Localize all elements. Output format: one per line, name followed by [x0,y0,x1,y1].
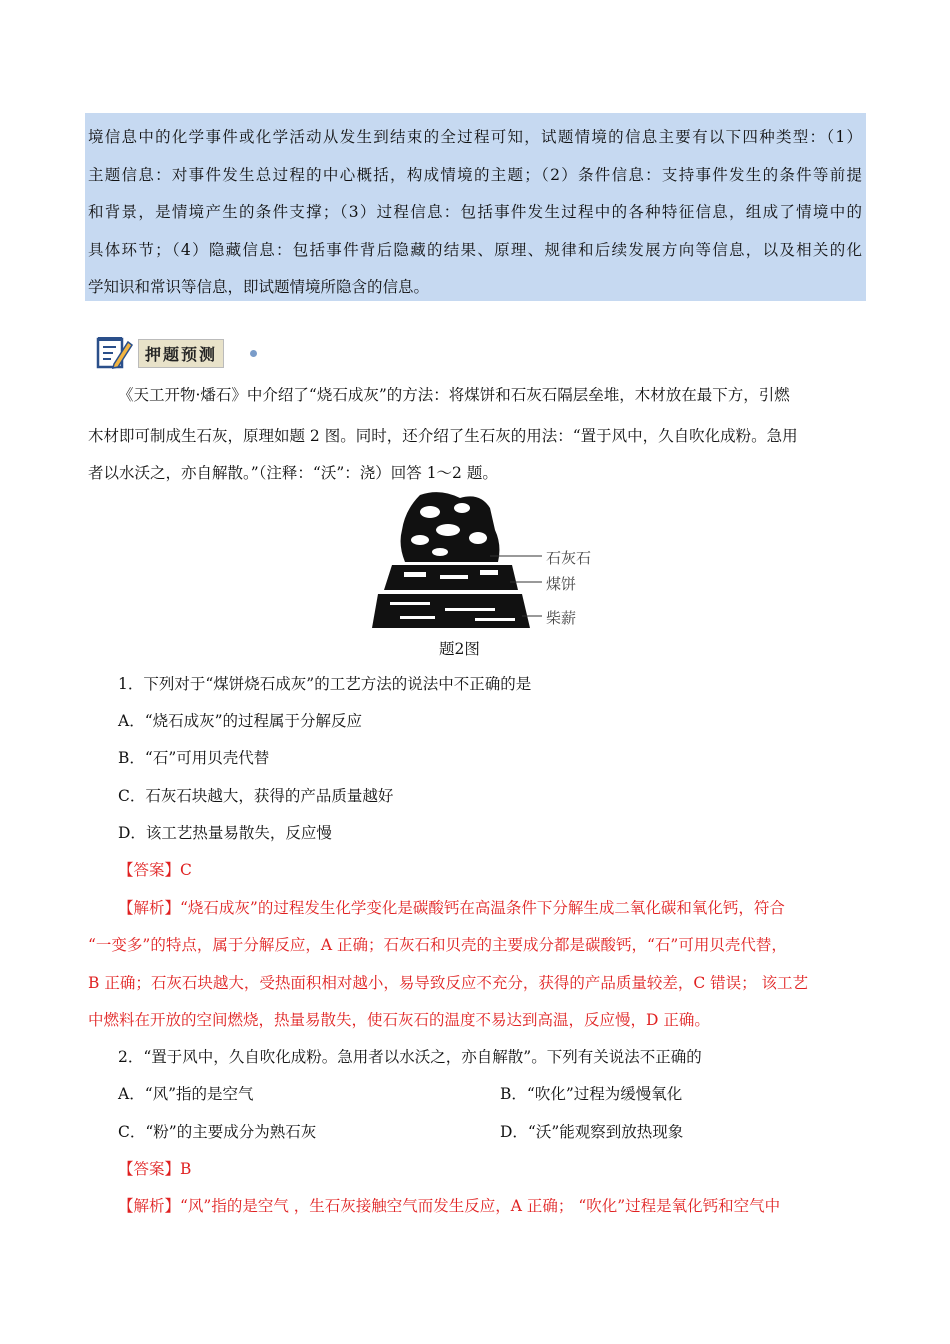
figure-label-coal-cake: 煤饼 [546,575,577,593]
q2-option-d: D．“沃”能观察到放热现象 [500,1123,684,1141]
q1-analysis-line: 【解析】“烧石成灰”的过程发生化学变化是碳酸钙在高温条件下分解生成二氧化碳和氧化钙，符合 [118,899,785,917]
section-heading-label: 押题预测 [138,339,224,368]
q1-answer: 【答案】C [118,861,192,879]
passage-line: 木材即可制成生石灰，原理如题 2 图。同时，还介绍了生石灰的用法：“置于风中，久自吹化成粉。急用 [88,427,798,445]
lime-kiln-figure [370,490,600,630]
intro-line: 主题信息：对事件发生总过程的中心概括，构成情境的主题；（2）条件信息：支持事件发生的条件等前提 [88,165,862,184]
q1-analysis-line: B 正确；石灰石块越大，受热面积相对越小，易导致反应不充分，获得的产品质量较差，C 错误； 该工艺 [88,974,809,992]
q2-stem: 2．“置于风中，久自吹化成粉。急用者以水沃之，亦自解散”。下列有关说法不正确的 [118,1048,702,1066]
q2-analysis-line: 【解析】“风”指的是空气 ，生石灰接触空气而发生反应，A 正确； “吹化”过程是氧化钙和空气中 [118,1197,781,1215]
q1-option-a: A．“烧石成灰”的过程属于分解反应 [118,712,363,730]
q1-stem: 1．下列对于“煤饼烧石成灰”的工艺方法的说法中不正确的是 [118,675,532,693]
q2-option-b: B．“吹化”过程为缓慢氧化 [500,1085,683,1103]
intro-highlight-box [85,113,866,301]
passage-line: 者以水沃之，亦自解散。”（注释：“沃”：浇）回答 1～2 题。 [88,464,498,482]
q1-option-b: B．“石”可用贝壳代替 [118,749,270,767]
notepad-pencil-icon [95,332,135,372]
section-heading [95,332,265,372]
q1-analysis-line: 中燃料在开放的空间燃烧，热量易散失，使石灰石的温度不易达到高温，反应慢，D 正确。 [88,1011,710,1029]
intro-line: 具体环节；（4）隐藏信息：包括事件背后隐藏的结果、原理、规律和后续发展方向等信息，以及相关的化 [88,240,862,259]
heading-dot [250,350,257,357]
passage-line: 《天工开物·燔石》中介绍了“烧石成灰”的方法：将煤饼和石灰石隔层垒堆，木材放在最下方，引燃 [118,386,790,404]
intro-line: 境信息中的化学事件或化学活动从发生到结束的全过程可知，试题情境的信息主要有以下四种类型：（1） [88,128,862,146]
q1-analysis-line: “一变多”的特点，属于分解反应，A 正确；石灰石和贝壳的主要成分都是碳酸钙，“石”可用贝壳代替， [88,936,787,954]
intro-line: 学知识和常识等信息，即试题情境所隐含的信息。 [88,278,430,296]
intro-line: 和背景，是情境产生的条件支撑；（3）过程信息：包括事件发生过程中的各种特征信息，组成了情境中的 [88,203,862,221]
q1-option-d: D．该工艺热量易散失，反应慢 [118,824,332,842]
figure-caption: 题2图 [439,640,480,658]
q2-answer: 【答案】B [118,1160,192,1178]
figure-label-firewood: 柴薪 [546,609,577,627]
q2-option-c: C．“粉”的主要成分为熟石灰 [118,1123,317,1141]
figure-label-limestone: 石灰石 [546,549,592,567]
q1-option-c: C．石灰石块越大，获得的产品质量越好 [118,787,394,805]
q2-option-a: A．“风”指的是空气 [118,1085,254,1103]
